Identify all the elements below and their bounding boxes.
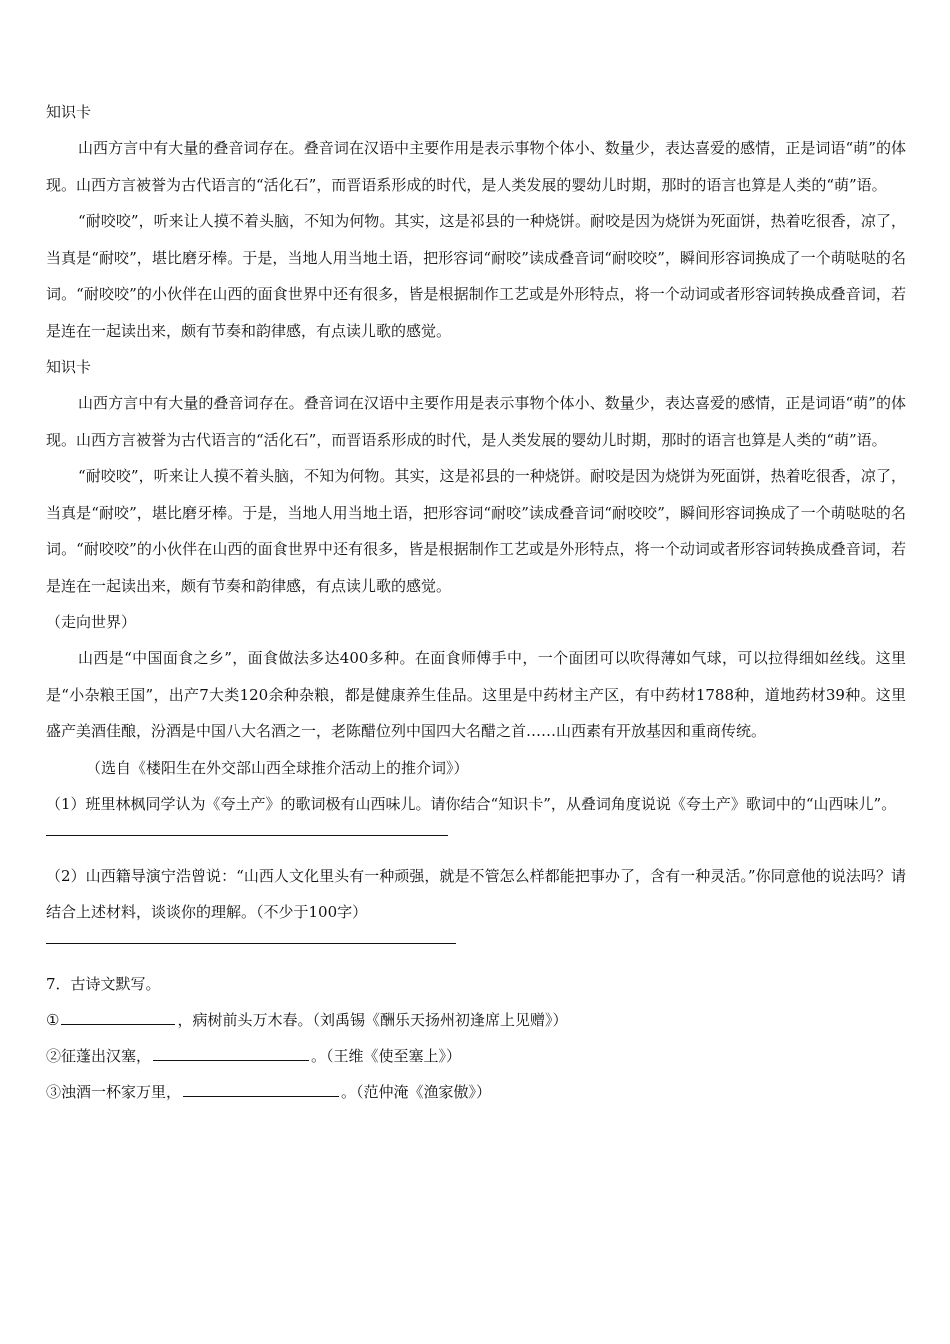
poem-item-2-blank[interactable] [153, 1044, 309, 1061]
poem-item-1-blank[interactable] [61, 1008, 175, 1025]
poem-item-3 [46, 1074, 906, 1110]
poem-item-1-after: ，病树前头万木春。（刘禹锡《酬乐天扬州初逢席上见赠》） [177, 1010, 568, 1029]
knowledge-card-2-para-2: “耐咬咬”，听来让人摸不着头脑，不知为何物。其实，这是祁县的一种烧饼。耐咬是因为烧饼为死面饼，热着吃很香，凉了，当真是“耐咬”，堪比磨牙棒。于是，当地人用当地土语，把形容词“耐咬”读成叠音词“耐咬咬”，瞬间形容词换成了一个萌哒哒的名词。“耐咬咬”的小伙伴在山西的面食世界中还有很多，皆是根据制作工艺或是外形特点，将一个动词或者形容词转换成叠音词，若是连在一起读出来，颇有节奏和韵律感，有点读儿歌的感觉。 [46, 467, 906, 595]
answer-line-2[interactable] [46, 943, 456, 944]
poem-item-3-after: 。（范仲淹《渔家傲》） [341, 1082, 492, 1101]
document-page [46, 94, 906, 1110]
poem-item-3-number: ③ [46, 1082, 62, 1101]
poem-item-3-before: 浊酒一杯家万里， [61, 1082, 182, 1101]
poem-item-2 [46, 1038, 906, 1074]
question-2: （2）山西籍导演宁浩曾说：“山西人文化里头有一种顽强，就是不管怎么样都能把事办了，含有一种灵活。”你同意他的说法吗？请结合上述材料，谈谈你的理解。（不少于100字） [46, 866, 906, 921]
question-1: （1）班里林枫同学认为《夸土产》的歌词极有山西味儿。请你结合“知识卡”，从叠词角度说说《夸土产》歌词中的“山西味儿”。 [46, 795, 897, 813]
knowledge-card-1-para-2: “耐咬咬”，听来让人摸不着头脑，不知为何物。其实，这是祁县的一种烧饼。耐咬是因为烧饼为死面饼，热着吃很香，凉了，当真是“耐咬”，堪比磨牙棒。于是，当地人用当地土语，把形容词“耐咬”读成叠音词“耐咬咬”，瞬间形容词换成了一个萌哒哒的名词。“耐咬咬”的小伙伴在山西的面食世界中还有很多，皆是根据制作工艺或是外形特点，将一个动词或者形容词转换成叠音词，若是连在一起读出来，颇有节奏和韵律感，有点读儿歌的感觉。 [46, 212, 906, 340]
poem-item-2-after: 。（王维《使至塞上》） [311, 1046, 462, 1065]
world-paragraph: 山西是“中国面食之乡”，面食做法多达400多种。在面食师傅手中，一个面团可以吹得薄如气球，可以拉得细如丝线。这里是“小杂粮王国”，出产7大类120余种杂粮，都是健康养生佳品。这里是中药材主产区，有中药材1788种，道地药材39种。这里盛产美酒佳酿，汾酒是中国八大名酒之一，老陈醋位列中国四大名醋之首……山西素有开放基因和重商传统。 [46, 649, 906, 740]
poem-item-1-number: ① [46, 1010, 60, 1029]
poem-item-3-blank[interactable] [183, 1080, 339, 1097]
poem-item-2-before: 征蓬出汉塞， [61, 1046, 152, 1065]
knowledge-card-1-para-1: 山西方言中有大量的叠音词存在。叠音词在汉语中主要作用是表示事物个体小、数量少，表达喜爱的感情，正是词语“萌”的体现。山西方言被誉为古代语言的“活化石”，而晋语系形成的时代，是人类发展的婴幼儿时期，那时的语言也算是人类的“萌”语。 [46, 139, 906, 194]
knowledge-card-heading-1: 知识卡 [46, 103, 92, 121]
knowledge-card-2-para-1: 山西方言中有大量的叠音词存在。叠音词在汉语中主要作用是表示事物个体小、数量少，表达喜爱的感情，正是词语“萌”的体现。山西方言被誉为古代语言的“活化石”，而晋语系形成的时代，是人类发展的婴幼儿时期，那时的语言也算是人类的“萌”语。 [46, 394, 906, 449]
world-source: （选自《楼阳生在外交部山西全球推介活动上的推介词》） [86, 758, 469, 777]
poem-item-1 [46, 1002, 906, 1038]
knowledge-card-heading-2: 知识卡 [46, 358, 92, 376]
answer-line-1[interactable] [46, 835, 448, 836]
question-7-title: 7．古诗文默写。 [46, 974, 161, 993]
poem-item-2-number: ② [46, 1046, 62, 1065]
world-heading: （走向世界） [46, 613, 137, 631]
